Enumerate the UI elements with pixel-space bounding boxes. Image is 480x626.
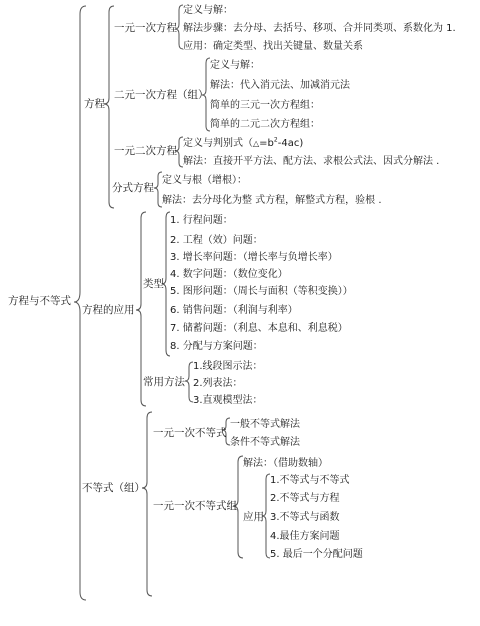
erci-def-sup: 2	[273, 136, 278, 144]
erci-def-suffix: -4ac)	[277, 138, 304, 149]
fenshi-fangcheng-label: 分式方程	[112, 182, 154, 194]
bds-zu-yingyong-item: 1.不等式与不等式	[270, 475, 350, 486]
root-label: 方程与不等式	[8, 295, 71, 307]
leixing-item: 5. 图形问题：（周长与面积（等积变换））	[170, 286, 353, 297]
changyong-item: 2.列表法：	[193, 378, 243, 389]
fenshi-item: 定义与根（增根）：	[162, 175, 247, 186]
bds-zu-label: 一元一次不等式组	[153, 500, 237, 512]
yiyuan-item: 定义与解：	[183, 5, 233, 16]
bds-zu-yingyong-item: 5. 最后一个分配问题	[270, 549, 363, 560]
brace-fangcheng	[104, 6, 114, 208]
budengshi-label: 不等式（组）	[82, 482, 145, 494]
bds-zu-yingyong-item: 3.不等式与函数	[270, 512, 340, 523]
leixing-item: 7. 储蓄问题：（利息、本息和、利息税）	[170, 323, 348, 334]
erci-definition	[183, 137, 303, 150]
brace-fenshi-items	[154, 172, 162, 207]
leixing-item: 4. 数字问题：（数位变化）	[170, 269, 288, 280]
brace-changyong-items	[185, 362, 193, 402]
delta-symbol: △	[253, 139, 260, 148]
yiyuan-fangcheng-label: 一元一次方程	[114, 22, 177, 34]
bds-yiyuan-label: 一元一次不等式	[153, 427, 227, 439]
bds-zu-yingyong-item: 2.不等式与方程	[270, 493, 340, 504]
brace-budengshi	[142, 412, 152, 596]
eryuan-item: 简单的三元一次方程组：	[210, 100, 320, 111]
leixing-item: 3. 增长率问题：（增长率与负增长率）	[170, 252, 338, 263]
bds-zu-yingyong-item: 4.最佳方案问题	[270, 531, 340, 542]
bds-yiyuan-item: 一般不等式解法	[230, 419, 300, 430]
fangcheng-label: 方程	[84, 98, 105, 110]
leixing-label: 类型	[143, 278, 164, 290]
yiyuan-item: 解法步骤：去分母、去括号、移项、合并同类项、系数化为 1.	[183, 23, 456, 34]
bds-zu-yingyong-label: 应用	[243, 511, 264, 523]
brace-root	[74, 6, 86, 600]
bds-yiyuan-item: 条件不等式解法	[230, 437, 300, 448]
yiyuan-item: 应用：确定类型、找出关键量、数量关系	[183, 41, 363, 52]
changyong-item: 3.直观模型法：	[193, 395, 263, 406]
changyong-item: 1.线段图示法：	[193, 361, 263, 372]
eryuan-fangcheng-label: 二元一次方程（组）	[114, 89, 209, 101]
fenshi-item: 解法：去分母化为整 式方程，解整式方程，验根 .	[162, 195, 382, 206]
erci-def-mid: =b	[259, 138, 274, 149]
erci-method: 解法：直接开平方法、配方法、求根公式法、因式分解法 .	[183, 156, 440, 167]
changyong-label: 常用方法	[143, 376, 185, 388]
leixing-item: 2. 工程（效）问题：	[170, 235, 263, 246]
leixing-item: 8. 分配与方案问题：	[170, 341, 263, 352]
erci-def-prefix: 定义与判别式（	[183, 138, 253, 149]
eryuan-item: 简单的二元二次方程组：	[210, 119, 320, 130]
leixing-item: 1. 行程问题：	[170, 215, 233, 226]
leixing-item: 6. 销售问题：（利润与利率）	[170, 305, 298, 316]
eryuan-item: 解法：代入消元法、加减消元法	[210, 80, 350, 91]
yingyong-label: 方程的应用	[82, 304, 135, 316]
bds-zu-jiefa: 解法：（借助数轴）	[243, 458, 328, 469]
eryuan-item: 定义与解：	[210, 60, 260, 71]
erci-fangcheng-label: 一元二次方程	[114, 145, 177, 157]
